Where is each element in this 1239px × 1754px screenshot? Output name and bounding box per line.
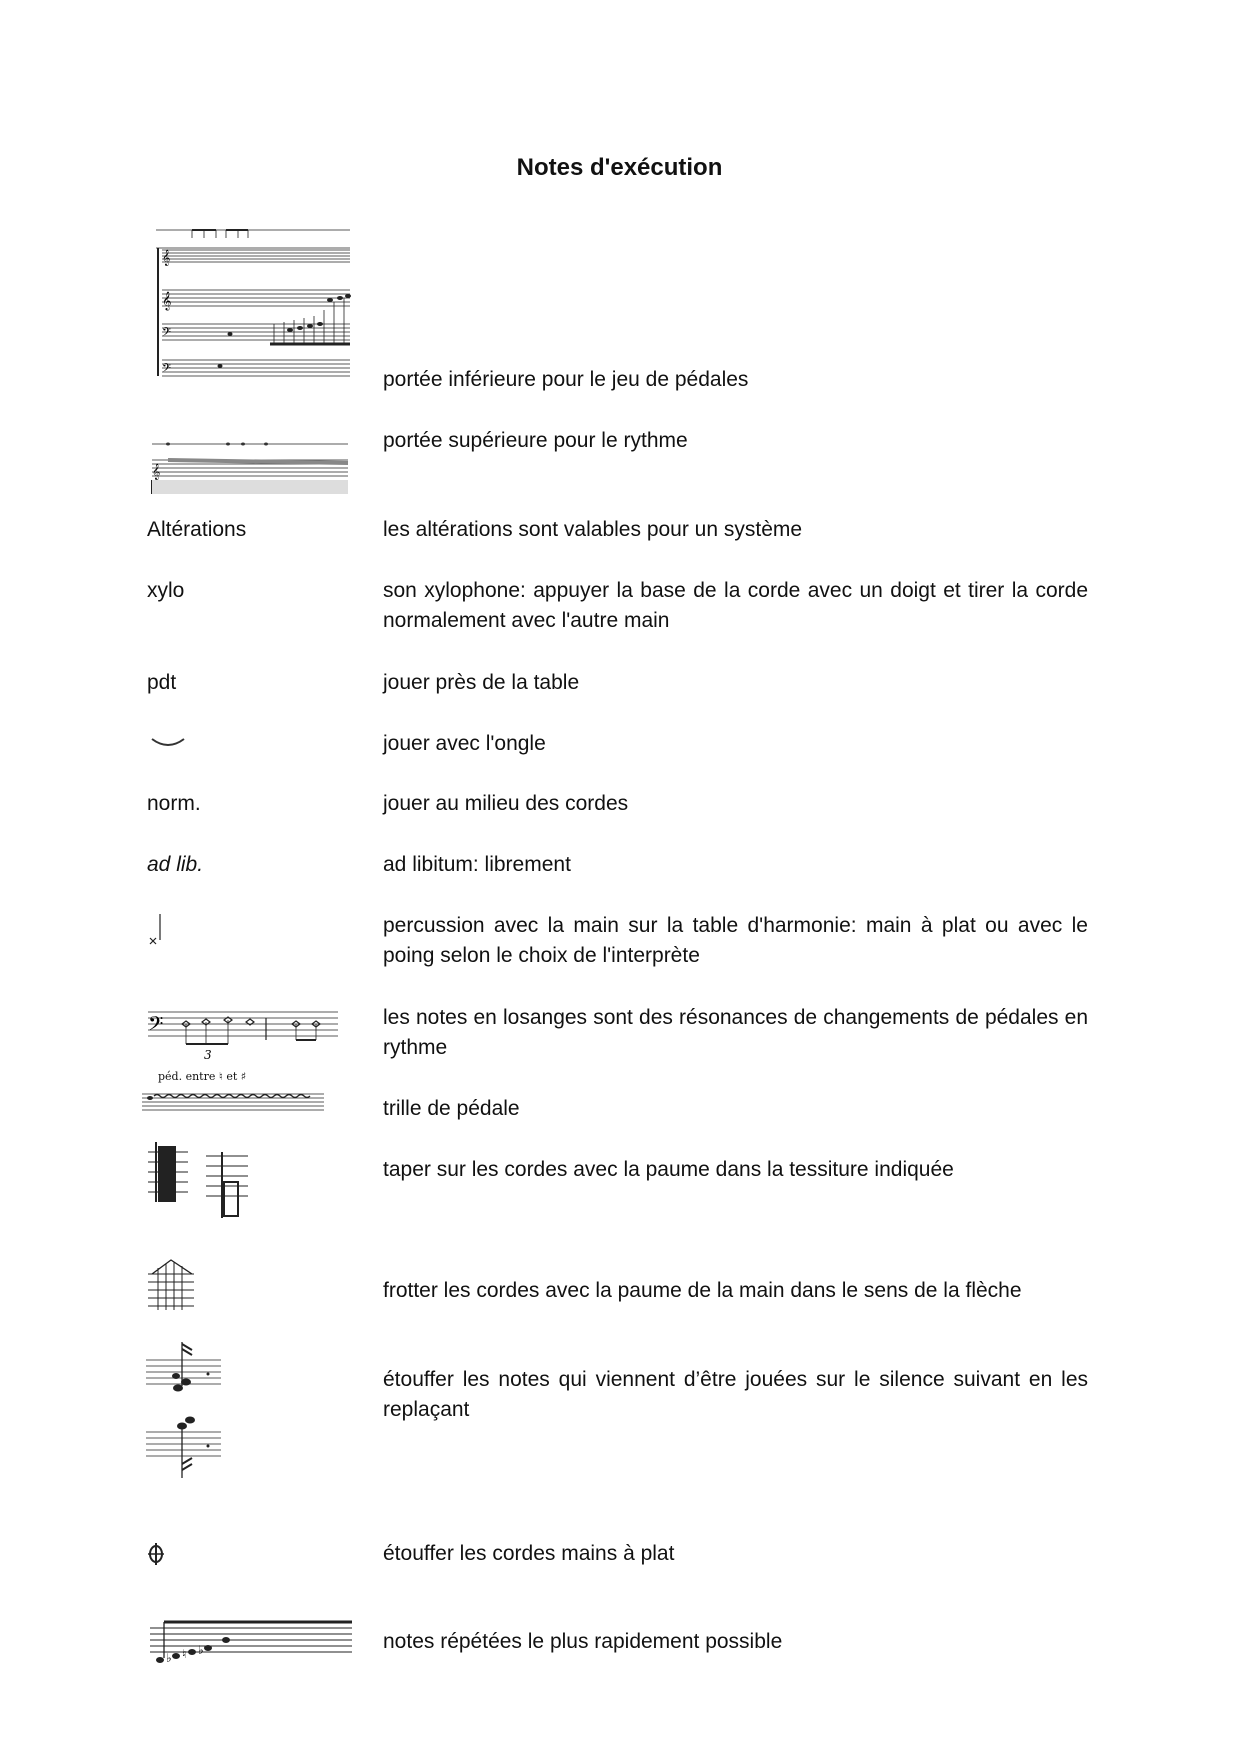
tremolo-figure: [146, 1608, 356, 1674]
svg-text:𝄞: 𝄞: [152, 464, 161, 480]
nail-curve-icon: [150, 735, 190, 755]
svg-text:♮: ♮: [182, 1647, 187, 1661]
entry-description: jouer au milieu des cordes: [383, 792, 629, 815]
cluster-figure: [148, 1142, 258, 1220]
entry-description: étouffer les notes qui viennent d’être jouées sur le silence suivant en les replaçant: [383, 1368, 1088, 1421]
entry-description: son xylophone: appuyer la base de la corde avec un doigt et tirer la corde normalement avec l'autre main: [383, 579, 1088, 632]
pedal-trill-label: péd. entre: [158, 1070, 216, 1083]
entry-description: les notes en losanges sont des résonances de changements de pédales en rythme: [383, 1006, 1088, 1059]
entry-description: étouffer les cordes mains à plat: [383, 1542, 675, 1565]
entry-label: xylo: [147, 579, 185, 602]
svg-text:𝄞: 𝄞: [162, 291, 172, 310]
staff-system-figure: [150, 220, 360, 380]
svg-text:♭: ♭: [166, 1651, 172, 1665]
diamond-notes-figure: [146, 1004, 346, 1064]
entry-description: ad libitum: librement: [383, 853, 571, 876]
svg-text:♭: ♭: [198, 1643, 204, 1657]
entry-label: norm.: [147, 792, 201, 815]
entry-description: jouer avec l'ongle: [383, 732, 546, 755]
entry-description: notes répétées le plus rapidement possible: [383, 1630, 783, 1653]
svg-text:𝄞: 𝄞: [162, 250, 171, 266]
entry-label: ad lib.: [147, 853, 204, 876]
entry-description: les altérations sont valables pour un système: [383, 518, 803, 541]
entry-description: portée inférieure pour le jeu de pédales: [383, 368, 749, 391]
entry-description: trille de pédale: [383, 1097, 520, 1120]
x-notehead-icon: [148, 912, 172, 948]
svg-text:𝄢: 𝄢: [162, 362, 172, 378]
pedal-trill-and: et: [226, 1070, 238, 1083]
circle-bar-icon: [147, 1542, 167, 1566]
entry-label: pdt: [147, 671, 177, 694]
svg-text:𝄢: 𝄢: [148, 1012, 164, 1040]
entry-label: Altérations: [147, 518, 247, 541]
entry-description: portée supérieure pour le rythme: [383, 429, 688, 452]
entry-description: jouer près de la table: [383, 671, 580, 694]
svg-text:3: 3: [204, 1048, 212, 1062]
entry-description: percussion avec la main sur la table d'harmonie: main à plat ou avec le poing selon le choix de l'interprète: [383, 914, 1088, 967]
damp-figure: [146, 1340, 226, 1480]
page-title: Notes d'exécution: [516, 154, 723, 181]
entry-description: frotter les cordes avec la paume de la main dans le sens de la flèche: [383, 1279, 1022, 1302]
entry-description: taper sur les cordes avec la paume dans la tessiture indiquée: [383, 1158, 954, 1181]
rhythm-staff-figure: [148, 430, 358, 496]
arrow-cluster-figure: [148, 1258, 198, 1310]
svg-text:𝄢: 𝄢: [162, 326, 172, 342]
